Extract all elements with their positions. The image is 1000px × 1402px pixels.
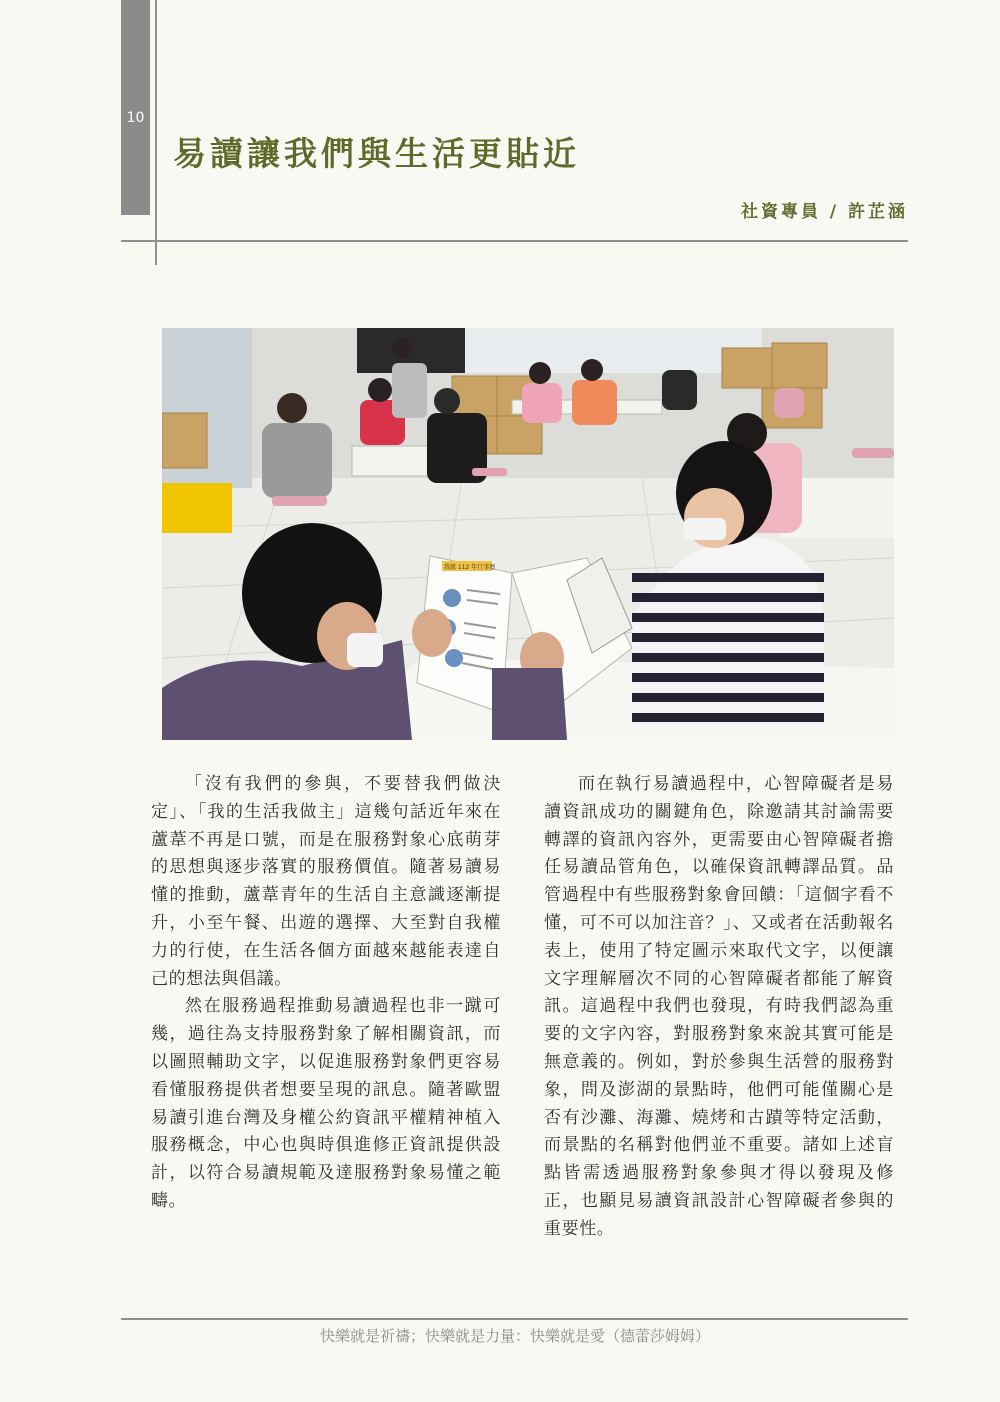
vertical-rule — [155, 0, 157, 265]
article-column-left — [151, 771, 501, 1216]
yellow-crate — [162, 483, 232, 533]
page-number: 10 — [126, 110, 145, 126]
paragraph: 而在執行易讀過程中，心智障礙者是易讀資訊成功的關鍵角色，除邀請其討論需要轉譯的資訊內容外，更需要由心智障礙者擔任易讀品管角色，以確保資訊轉譯品質。品管過程中有些服務對象會回饋：「這個字看不懂，可不可以加注音？」、又或者在活動報名表上，使用了特定圖示來取代文字，以便讓文字理解層次不同的心智障礙者都能了解資訊。這過程中我們也發現，有時我們認為重要的文字內容，對服務對象來說其實可能是無意義的。例如，對於參與生活營的服務對象，問及澎湖的景點時，他們可能僅關心是否有沙灘、海灘、燒烤和古蹟等特定活動，而景點的名稱對他們並不重要。諸如上述盲點皆需透過服務對象參與才得以發現及修正，也顯見易讀資訊設計心智障礙者參與的重要性。 — [544, 774, 894, 1239]
side-tab — [121, 0, 150, 215]
article-column-right — [544, 771, 894, 1244]
footer-quote: 快樂就是祈禱；快樂就是力量：快樂就是愛（德蕾莎姆姆） — [319, 1327, 710, 1345]
window-back — [462, 328, 762, 373]
page-title: 易讀讓我們與生活更貼近 — [173, 134, 580, 173]
booklet-heading: 我就 112 年行事曆 — [444, 564, 496, 571]
paragraph: 然在服務過程推動易讀過程也非一蹴可幾，過往為支持服務對象了解相關資訊，而以圖照輔助文字，以促進服務對象們更容易看懂服務提供者想要呈現的訊息。隨著歐盟易讀引進台灣及身權公約資訊平權精神植入服務概念，中心也與時俱進修正資訊提供設計，以符合易讀規範及達服務對象易懂之範疇。 — [151, 996, 501, 1211]
header-rule — [121, 240, 908, 242]
classroom-illustration — [162, 328, 894, 740]
footer-rule — [121, 1318, 908, 1320]
paragraph: 「沒有我們的參與，不要替我們做決定」、「我的生活我做主」這幾句話近年來在蘆葦不再是口號，而是在服務對象心底萌芽的思想與逐步落實的服務價值。隨著易讀易懂的推動，蘆葦青年的生活自主意識逐漸提升，小至午餐、出遊的選擇、大至對自我權力的行使，在生活各個方面越來越能表達自己的想法與倡議。 — [151, 774, 501, 989]
classroom-photo — [162, 328, 894, 740]
author-line: 社資專員 / 許芷涵 — [740, 202, 908, 222]
